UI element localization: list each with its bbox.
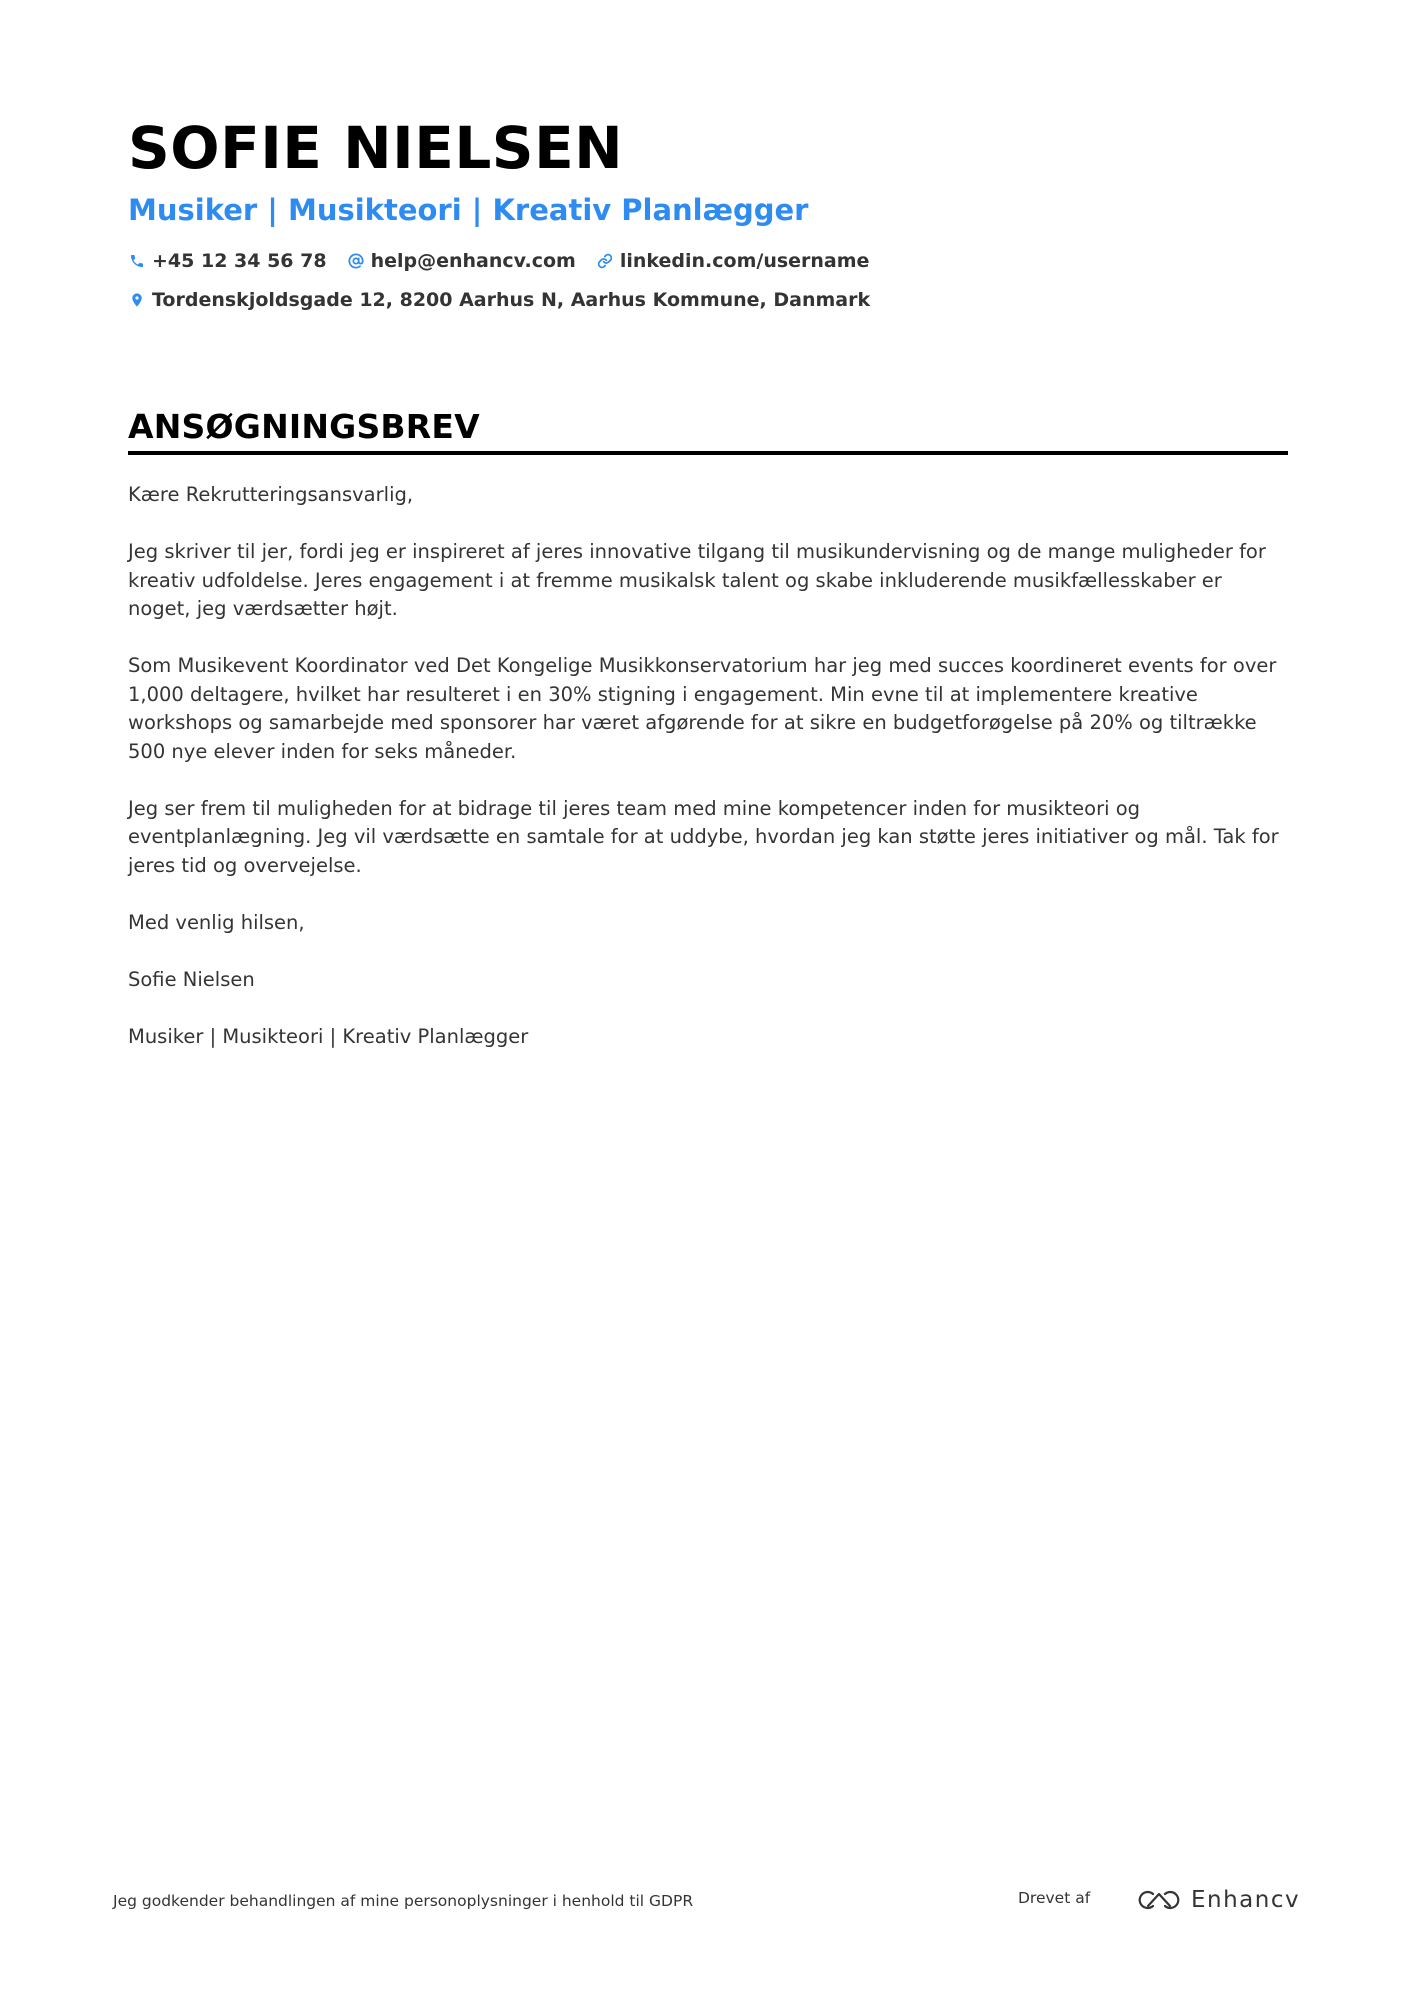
header	[128, 108, 1288, 315]
letter-closing: Med venlig hilsen,	[128, 910, 305, 934]
footer	[113, 1882, 1301, 1922]
candidate-title: Musiker | Musikteori | Kreativ Planlægger	[128, 193, 809, 227]
letter-greeting: Kære Rekrutteringsansvarlig,	[128, 483, 414, 506]
letter-body	[128, 481, 1288, 1051]
contact-email[interactable]	[347, 250, 576, 272]
enhancv-logo-icon	[1135, 1887, 1183, 1913]
gdpr-consent: Jeg godkender behandlingen af mine personoplysninger i henhold til GDPR	[113, 1892, 694, 1910]
at-sign-icon	[347, 252, 365, 270]
address-text: Tordenskjoldsgade 12, 8200 Aarhus N, Aarhus Kommune, Danmark	[152, 289, 871, 311]
phone-text: +45 12 34 56 78	[152, 250, 327, 272]
phone-icon	[128, 252, 146, 270]
signature-name: Sofie Nielsen	[128, 967, 255, 991]
contact-phone[interactable]	[128, 250, 327, 272]
letter-paragraph: Som Musikevent Koordinator ved Det Kongelige Musikkonservatorium har jeg med succes koordineret events for over 1,000 deltagere, hvilket har resulteret i en 30% stigning i engagement. Min evne til at implementere kreative workshops og samarbejde med sponsorer har været afgørende for at sikre en budgetforøgelse på 20% og tiltrække 500 nye elever inden for seks måneder.	[128, 654, 1277, 763]
contact-row-primary	[128, 246, 1288, 276]
powered-by-label: Drevet af	[1018, 1889, 1091, 1907]
letter-paragraph: Jeg skriver til jer, fordi jeg er inspireret af jeres innovative tilgang til musikundervisning og de mange muligheder for kreativ udfoldelse. Jeres engagement i at fremme musikalsk talent og skabe inkluderende musikfællesskaber er noget, jeg værdsætter højt.	[128, 540, 1266, 620]
signature-title: Musiker | Musikteori | Kreativ Planlægger	[128, 1024, 529, 1048]
section-divider	[128, 451, 1288, 455]
candidate-name: SOFIE NIELSEN	[128, 114, 624, 182]
map-pin-icon	[128, 291, 146, 309]
contact-linkedin[interactable]	[596, 250, 870, 272]
link-icon	[596, 252, 614, 270]
letter-paragraph: Jeg ser frem til muligheden for at bidrage til jeres team med mine kompetencer inden for musikteori og eventplanlægning. Jeg vil værdsætte en samtale for at uddybe, hvordan jeg kan støtte jeres initiativer og mål. Tak for jeres tid og overvejelse.	[128, 796, 1279, 877]
contact-address	[128, 289, 870, 311]
linkedin-text: linkedin.com/username	[619, 250, 870, 272]
email-text: help@enhancv.com	[370, 250, 576, 272]
enhancv-logo[interactable]	[1135, 1884, 1300, 1916]
cover-letter-section	[128, 404, 1288, 1080]
section-title: ANSØGNINGSBREV	[128, 407, 480, 446]
contact-row-address	[128, 285, 1288, 315]
logo-text: Enhancv	[1191, 1887, 1301, 1913]
